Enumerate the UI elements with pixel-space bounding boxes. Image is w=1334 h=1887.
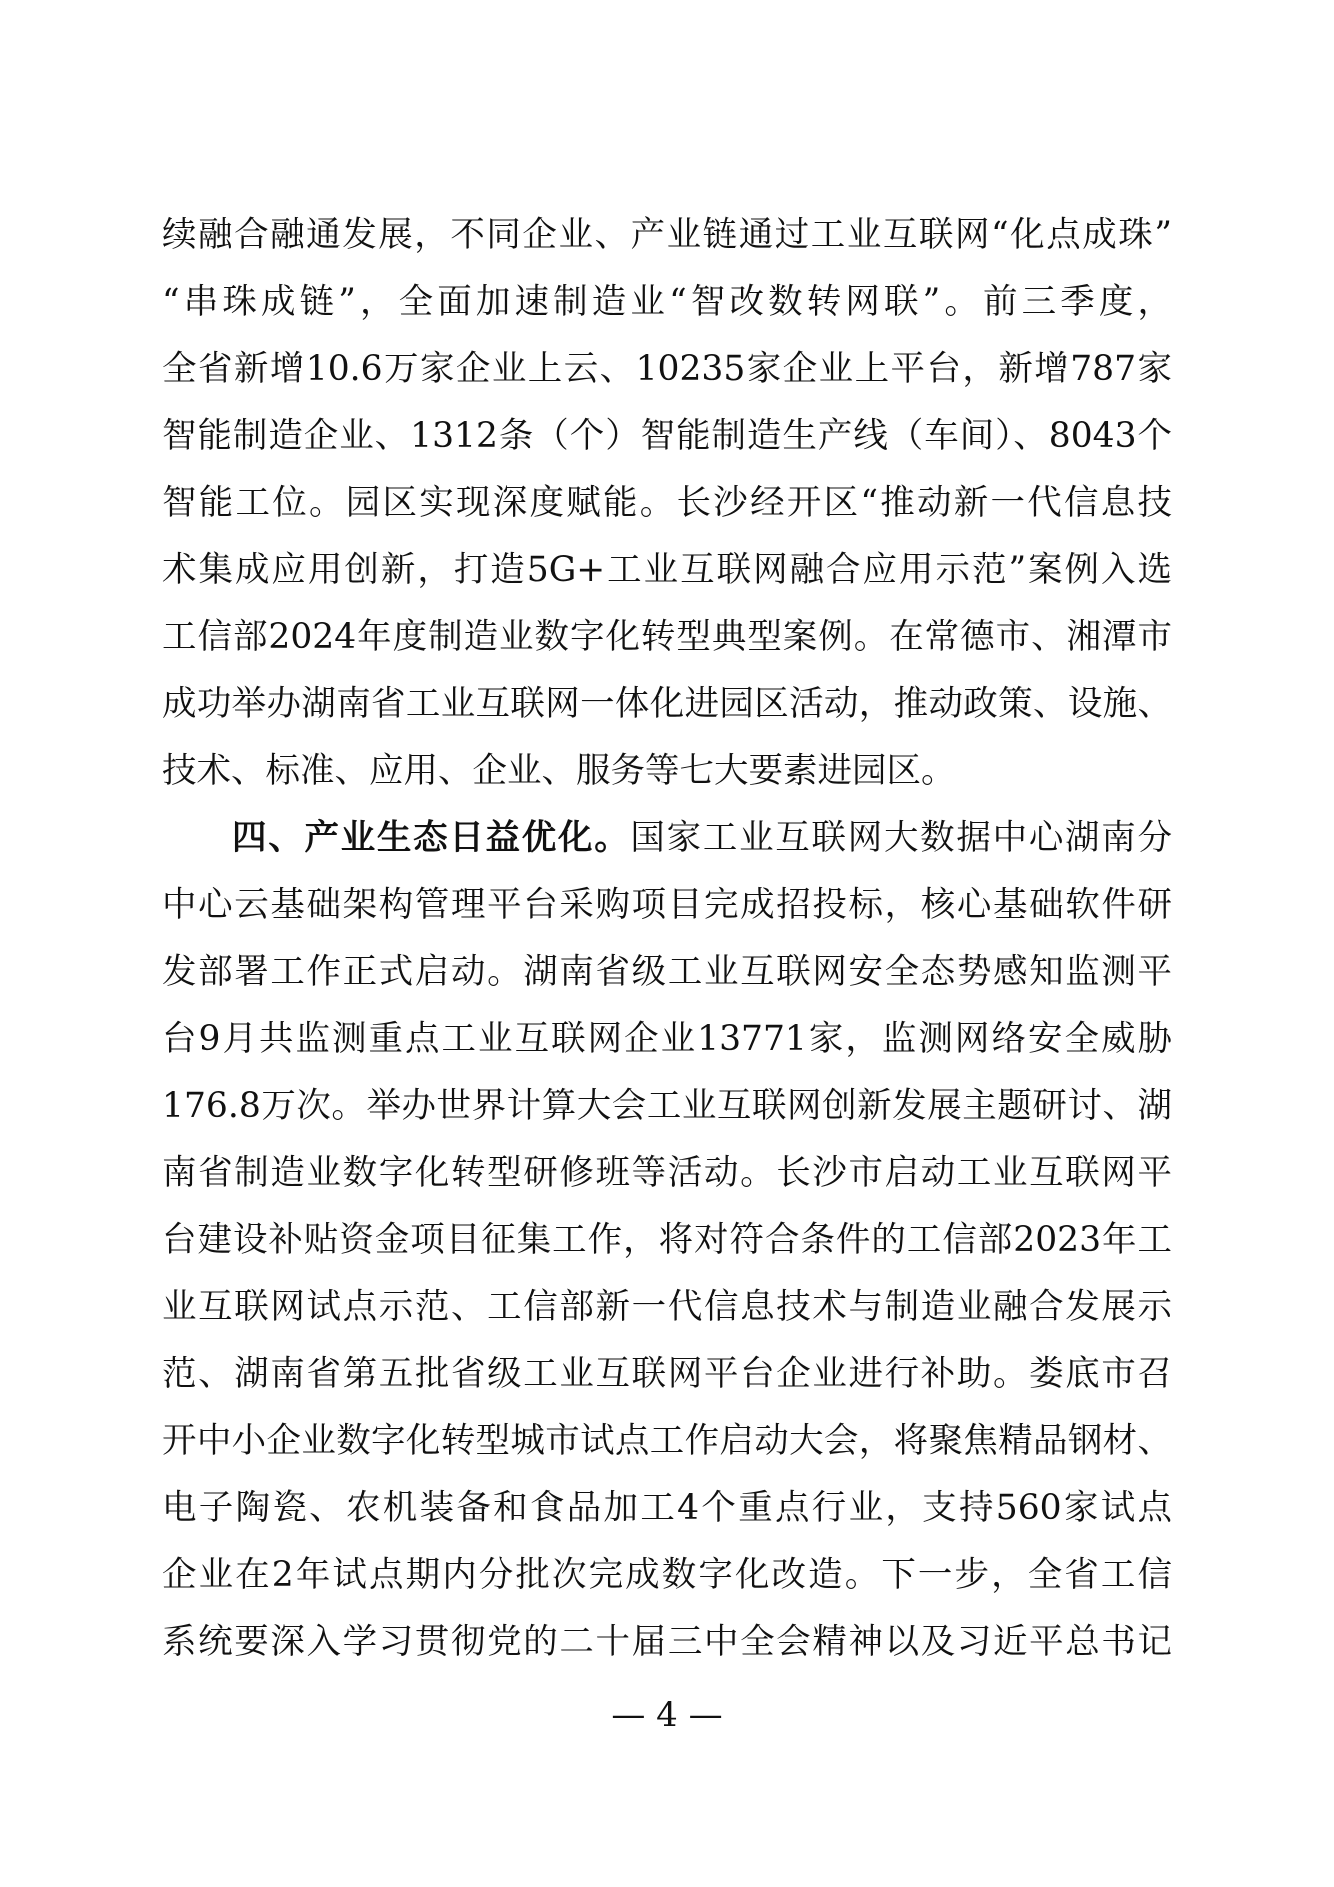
text-line: 范、湖南省第五批省级工业互联网平台企业进行补助。娄底市召 [162,1354,1172,1394]
text-line: 业互联网试点示范、工信部新一代信息技术与制造业融合发展示 [162,1287,1172,1327]
paragraph-2 [162,805,1172,1676]
text-line: 工信部2024年度制造业数字化转型典型案例。在常德市、湘潭市 [162,617,1172,657]
body-text [162,202,1172,1676]
text-line: 全省新增10.6万家企业上云、10235家企业上平台，新增787家 [162,349,1172,389]
text-line: 176.8万次。举办世界计算大会工业互联网创新发展主题研讨、湖 [162,1086,1172,1126]
text-line: 续融合融通发展，不同企业、产业链通过工业互联网“化点成珠” [162,215,1172,255]
page-number: — 4 — [611,1695,723,1735]
text-line: 台建设补贴资金项目征集工作，将对符合条件的工信部2023年工 [162,1220,1172,1260]
text-line: 技术、标准、应用、企业、服务等七大要素进园区。 [162,751,956,791]
text-line [162,805,1172,872]
text-line: 企业在2年试点期内分批次完成数字化改造。下一步，全省工信 [162,1555,1172,1595]
text-line: 成功举办湖南省工业互联网一体化进园区活动，推动政策、设施、 [162,684,1172,724]
text-span: 国家工业互联网大数据中心湖南分 [630,818,1172,858]
paragraph-1 [162,202,1172,805]
text-line: 中心云基础架构管理平台采购项目完成招投标，核心基础软件研 [162,885,1172,925]
text-line: 智能制造企业、1312条（个）智能制造生产线（车间）、8043个 [162,416,1172,456]
text-line: 电子陶瓷、农机装备和食品加工4个重点行业，支持560家试点 [162,1488,1172,1528]
text-line: 开中小企业数字化转型城市试点工作启动大会，将聚焦精品钢材、 [162,1421,1172,1461]
section-heading: 四、产业生态日益优化。 [232,818,631,858]
text-line: “串珠成链”，全面加速制造业“智改数转网联”。前三季度， [162,282,1172,322]
text-line: 系统要深入学习贯彻党的二十届三中全会精神以及习近平总书记 [162,1622,1172,1662]
text-line: 发部署工作正式启动。湖南省级工业互联网安全态势感知监测平 [162,952,1172,992]
text-line: 术集成应用创新，打造5G+工业互联网融合应用示范”案例入选 [162,550,1172,590]
text-line: 台9月共监测重点工业互联网企业13771家，监测网络安全威胁 [162,1019,1172,1059]
text-line: 智能工位。园区实现深度赋能。长沙经开区“推动新一代信息技 [162,483,1172,523]
text-line: 南省制造业数字化转型研修班等活动。长沙市启动工业互联网平 [162,1153,1172,1193]
